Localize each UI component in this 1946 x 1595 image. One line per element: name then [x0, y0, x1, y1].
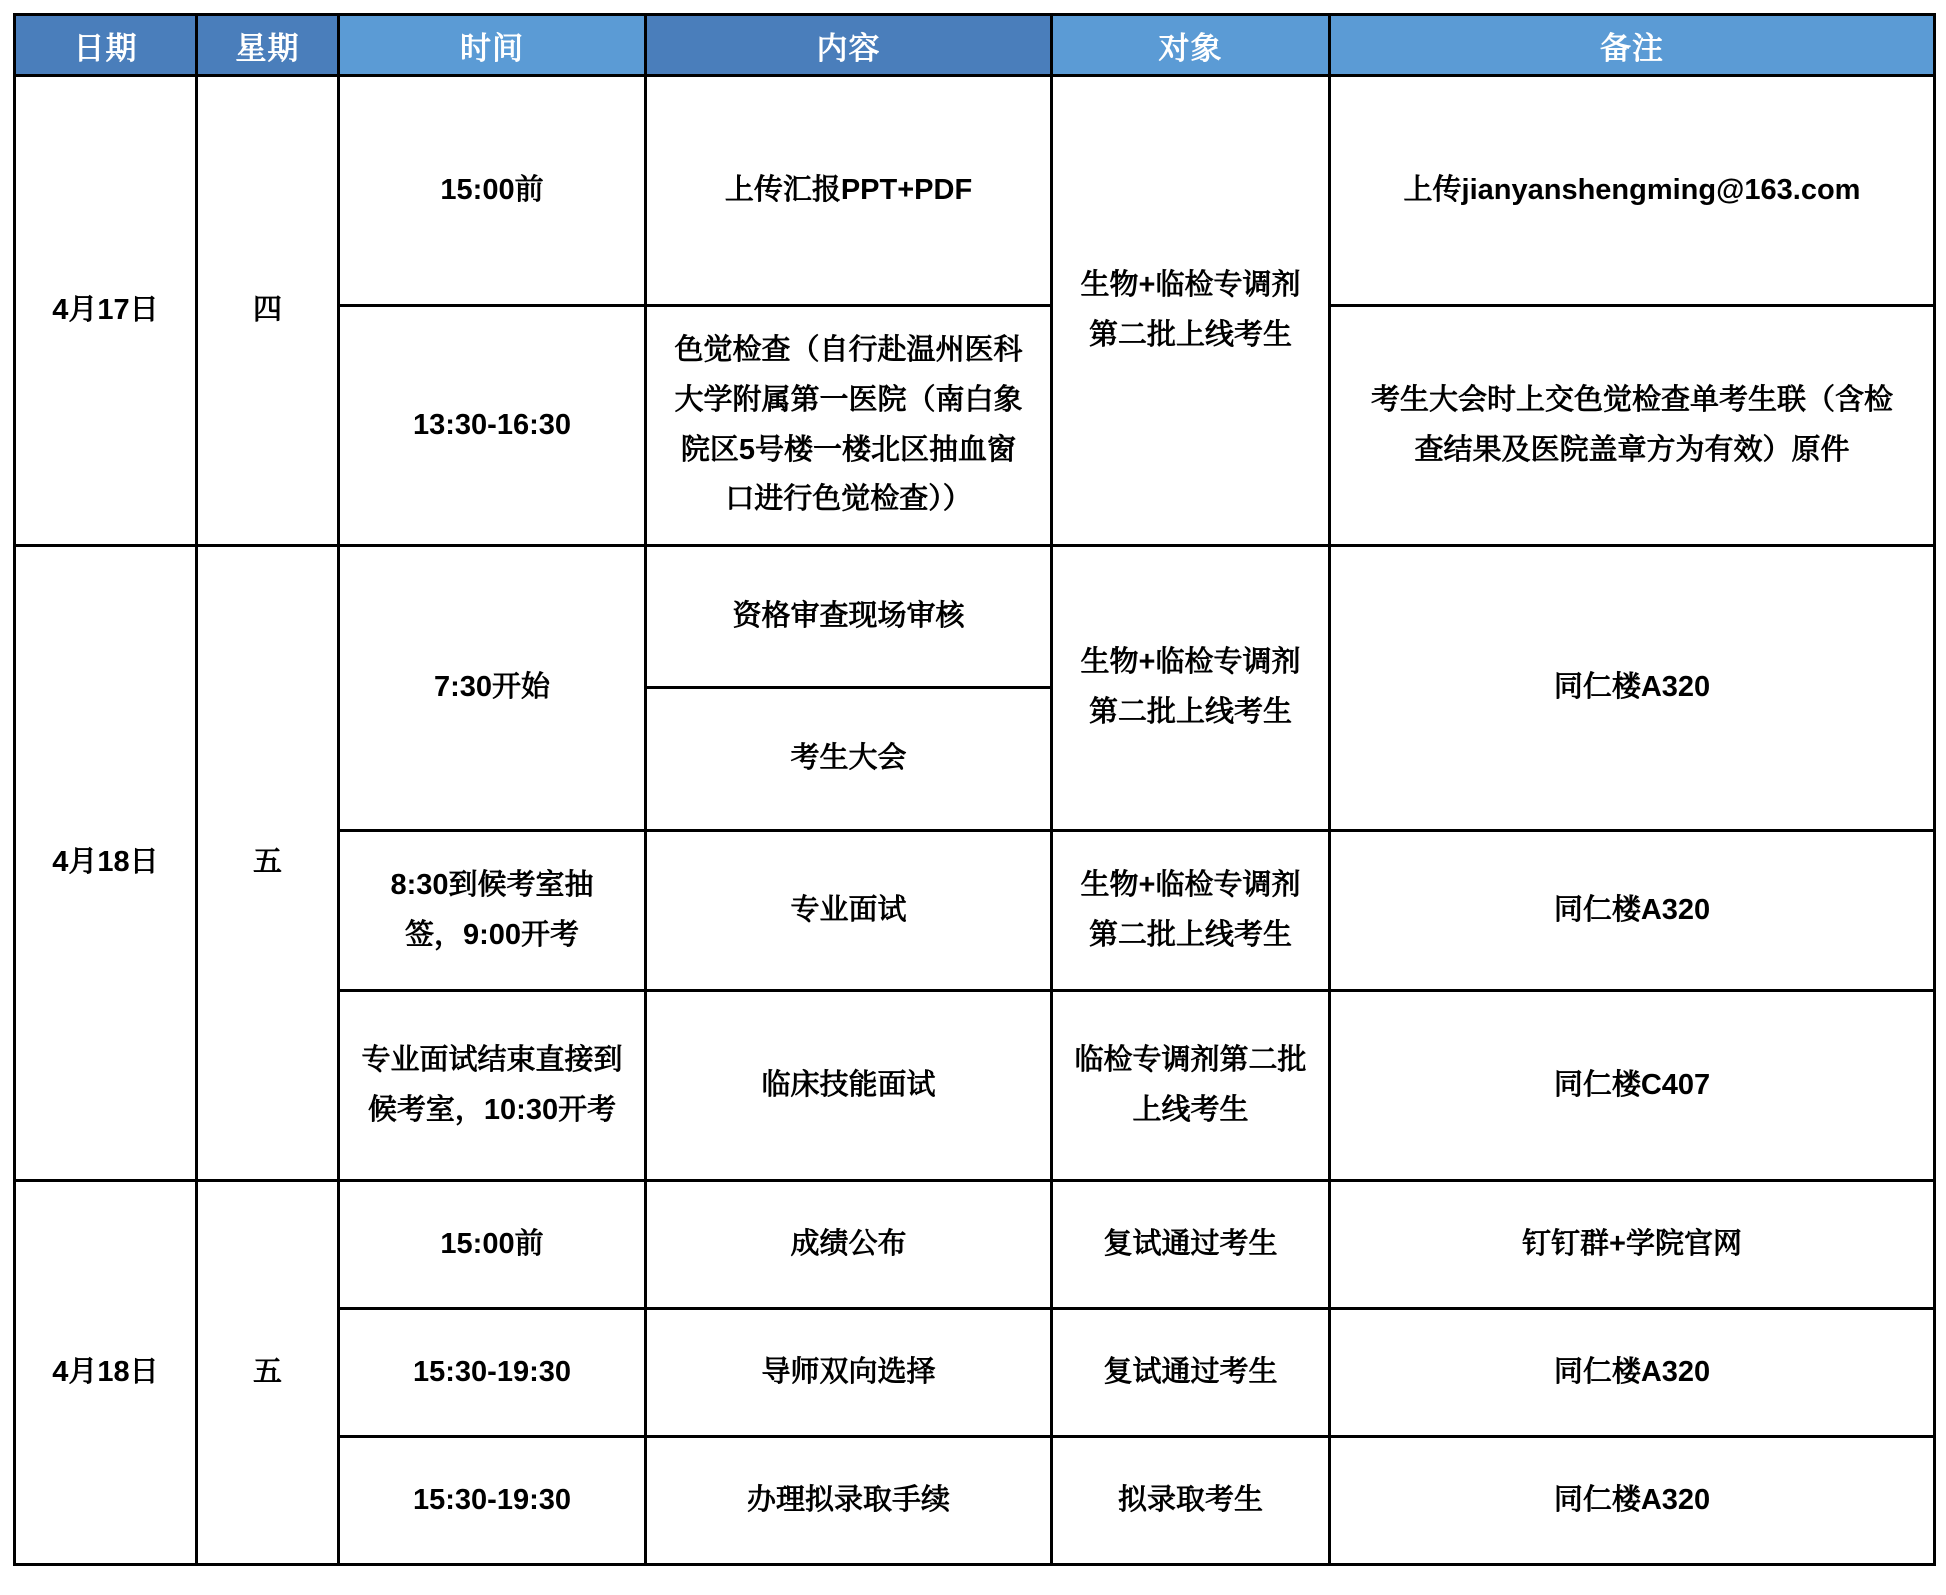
time-cell: 15:00前: [339, 76, 646, 306]
note-cell: 同仁楼C407: [1330, 991, 1935, 1181]
target-cell: 复试通过考生: [1052, 1181, 1330, 1309]
header-note: 备注: [1330, 15, 1935, 76]
content-cell: 临床技能面试: [646, 991, 1052, 1181]
note-cell: 同仁楼A320: [1330, 1309, 1935, 1437]
note-cell: 上传jianyanshengming@163.com: [1330, 76, 1935, 306]
header-content: 内容: [646, 15, 1052, 76]
header-weekday: 星期: [197, 15, 339, 76]
header-row: [15, 15, 1935, 76]
table-row: [15, 1181, 1935, 1309]
weekday-cell: 五: [197, 546, 339, 1181]
exam-schedule-table: [13, 13, 1936, 1566]
note-cell: 同仁楼A320: [1330, 546, 1935, 831]
note-cell: 同仁楼A320: [1330, 831, 1935, 991]
time-cell: 15:30-19:30: [339, 1437, 646, 1565]
content-cell: 专业面试: [646, 831, 1052, 991]
note-cell: 钉钉群+学院官网: [1330, 1181, 1935, 1309]
note-cell: 同仁楼A320: [1330, 1437, 1935, 1565]
time-cell: 7:30开始: [339, 546, 646, 831]
content-cell: 色觉检查（自行赴温州医科 大学附属第一医院（南白象 院区5号楼一楼北区抽血窗 口进行色觉检查））: [646, 306, 1052, 546]
content-cell: 办理拟录取手续: [646, 1437, 1052, 1565]
time-cell: 8:30到候考室抽 签，9:00开考: [339, 831, 646, 991]
content-cell: 考生大会: [646, 688, 1052, 831]
date-cell: 4月18日: [15, 546, 197, 1181]
table-row: [15, 546, 1935, 688]
table-row: [15, 76, 1935, 306]
target-cell: 拟录取考生: [1052, 1437, 1330, 1565]
content-cell: 上传汇报PPT+PDF: [646, 76, 1052, 306]
weekday-cell: 五: [197, 1181, 339, 1565]
header-date: 日期: [15, 15, 197, 76]
time-cell: 专业面试结束直接到 候考室，10:30开考: [339, 991, 646, 1181]
target-cell: 生物+临检专调剂 第二批上线考生: [1052, 546, 1330, 831]
note-cell: 考生大会时上交色觉检查单考生联（含检 查结果及医院盖章方为有效）原件: [1330, 306, 1935, 546]
target-cell: 生物+临检专调剂 第二批上线考生: [1052, 76, 1330, 546]
date-cell: 4月18日: [15, 1181, 197, 1565]
content-cell: 成绩公布: [646, 1181, 1052, 1309]
date-cell: 4月17日: [15, 76, 197, 546]
target-cell: 临检专调剂第二批 上线考生: [1052, 991, 1330, 1181]
time-cell: 15:30-19:30: [339, 1309, 646, 1437]
weekday-cell: 四: [197, 76, 339, 546]
time-cell: 13:30-16:30: [339, 306, 646, 546]
content-cell: 资格审查现场审核: [646, 546, 1052, 688]
target-cell: 复试通过考生: [1052, 1309, 1330, 1437]
target-cell: 生物+临检专调剂 第二批上线考生: [1052, 831, 1330, 991]
time-cell: 15:00前: [339, 1181, 646, 1309]
header-time: 时间: [339, 15, 646, 76]
content-cell: 导师双向选择: [646, 1309, 1052, 1437]
header-target: 对象: [1052, 15, 1330, 76]
